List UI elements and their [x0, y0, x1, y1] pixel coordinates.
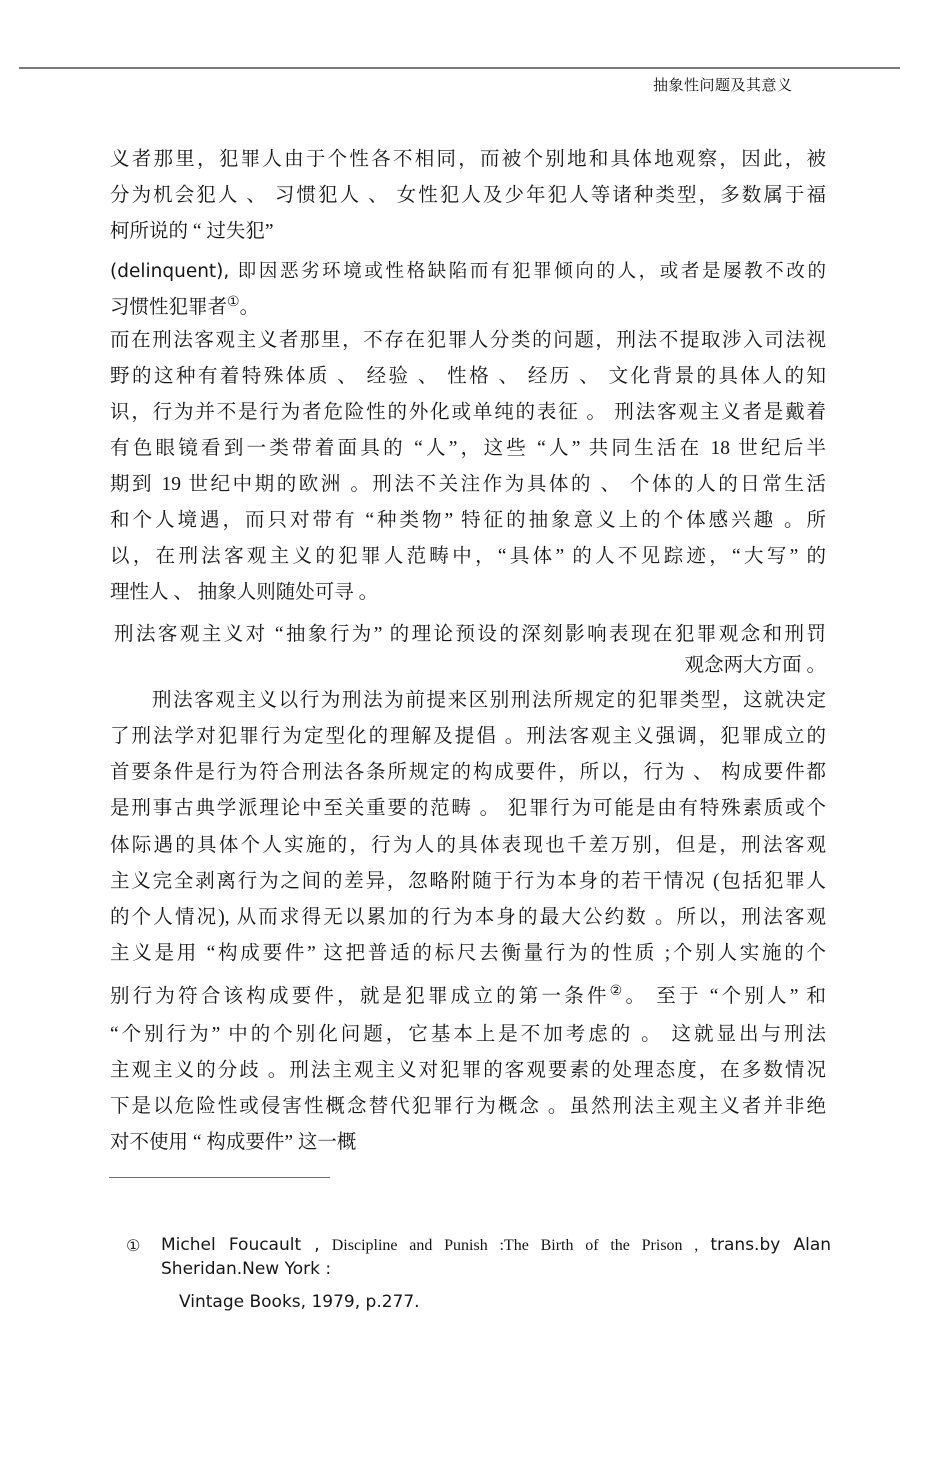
- body-line: 分为机会犯人 、 习惯犯人 、 女性犯人及少年犯人等诸种类型，多数属于福: [110, 185, 826, 206]
- body-line-text: 习惯性犯罪者: [110, 297, 228, 318]
- body-line: 体际遇的具体个人实施的，行为人的具体表现也千差万别，但是，刑法客观: [110, 835, 826, 856]
- footnote-marker: ①: [126, 1236, 141, 1255]
- body-line-text: 别行为符合该构成要件，就是犯罪成立的第一条件: [110, 986, 610, 1007]
- body-line: 主义完全剥离行为之间的差异，忽略附随于行为本身的若干情况 (包括犯罪人: [110, 871, 826, 892]
- body-line: 是刑事古典学派理论中至关重要的范畴 。 犯罪行为可能是由有特殊素质或个: [110, 798, 826, 819]
- footnote-author: Michel Foucault ,: [161, 1235, 320, 1255]
- footnote-line: Sheridan.New York :: [161, 1259, 332, 1279]
- footnote-ref-2[interactable]: ②: [609, 983, 626, 999]
- body-line: [110, 984, 826, 1010]
- footnote-line: Vintage Books, 1979, p.277.: [179, 1292, 420, 1312]
- body-line: 主义是用 “构成要件” 这把普适的标尺去衡量行为的性质 ;个别人实施的个: [110, 943, 826, 964]
- footnote-ref-1[interactable]: ①: [227, 294, 240, 310]
- footnote-title: Discipline and Punish :The Birth of the Prison ,: [331, 1237, 699, 1254]
- body-line: 刑法客观主义以行为刑法为前提来区别刑法所规定的犯罪类型，这就决定: [152, 690, 826, 711]
- body-line: 首要条件是行为符合刑法各条所规定的构成要件，所以，行为 、 构成要件都: [110, 762, 826, 783]
- body-line: 下是以危险性或侵害性概念替代犯罪行为概念 。虽然刑法主观主义者并非绝: [110, 1096, 826, 1117]
- section-lead-line: 刑法客观主义对 “抽象行为” 的理论预设的深刻影响表现在犯罪观念和刑罚: [114, 624, 826, 645]
- header-rule: [19, 67, 900, 69]
- body-line: 和个人境遇，而只对带有 “种类物” 特征的抽象意义上的个体感兴趣 。所: [110, 510, 826, 531]
- body-line: 了刑法学对犯罪行为定型化的理解及提倡 。刑法客观主义强调，犯罪成立的: [110, 726, 826, 747]
- body-line: 有色眼镜看到一类带着面具的 “人”，这些 “人” 共同生活在 18 世纪后半: [110, 438, 826, 459]
- body-line: [110, 259, 826, 285]
- body-line: 识，行为并不是行为者危险性的外化或单纯的表征 。 刑法客观主义者是戴着: [110, 402, 826, 423]
- body-line: 理性人 、 抽象人则随处可寻 。: [110, 582, 379, 603]
- body-line: 义者那里，犯罪人由于个性各不相同，而被个别地和具体地观察，因此，被: [110, 149, 826, 170]
- body-line: 柯所说的 “ 过失犯”: [110, 221, 274, 242]
- body-line: “个别行为” 中的个别化问题，它基本上是不加考虑的 。 这就显出与刑法: [110, 1024, 826, 1045]
- section-lead-line: 观念两大方面 。: [684, 655, 826, 676]
- body-line: 而在刑法客观主义者那里，不存在犯罪人分类的问题，刑法不提取涉入司法视: [110, 330, 826, 351]
- body-line: 野的这种有着特殊体质 、 经验 、 性格 、 经历 、 文化背景的具体人的知: [110, 366, 826, 387]
- body-line: 对不使用 “ 构成要件” 这一概: [110, 1132, 357, 1153]
- body-line-text: (delinquent), 即因恶劣环境或性格缺陷而有犯罪倾向的人，或者是屡教不改的: [110, 261, 826, 282]
- body-line: 期到 19 世纪中期的欧洲 。刑法不关注作为具体的 、 个体的人的日常生活: [110, 474, 826, 495]
- body-line: 以，在刑法客观主义的犯罪人范畴中，“具体” 的人不见踪迹，“大写” 的: [110, 546, 826, 567]
- body-line-tail: 。 至于 “个别人” 和: [625, 986, 826, 1007]
- body-line: 的个人情况), 从而求得无以累加的行为本身的最大公约数 。所以，刑法客观: [110, 907, 826, 928]
- footnote-line: [161, 1234, 831, 1257]
- running-head-title: 抽象性问题及其意义: [653, 76, 793, 94]
- body-line-tail: 。: [239, 297, 260, 318]
- body-line: [110, 295, 826, 321]
- body-line: 主观主义的分歧 。刑法主观主义对犯罪的客观要素的处理态度，在多数情况: [110, 1060, 826, 1081]
- footnote-separator: [109, 1177, 330, 1178]
- footnote-trans: trans.by Alan: [710, 1235, 832, 1255]
